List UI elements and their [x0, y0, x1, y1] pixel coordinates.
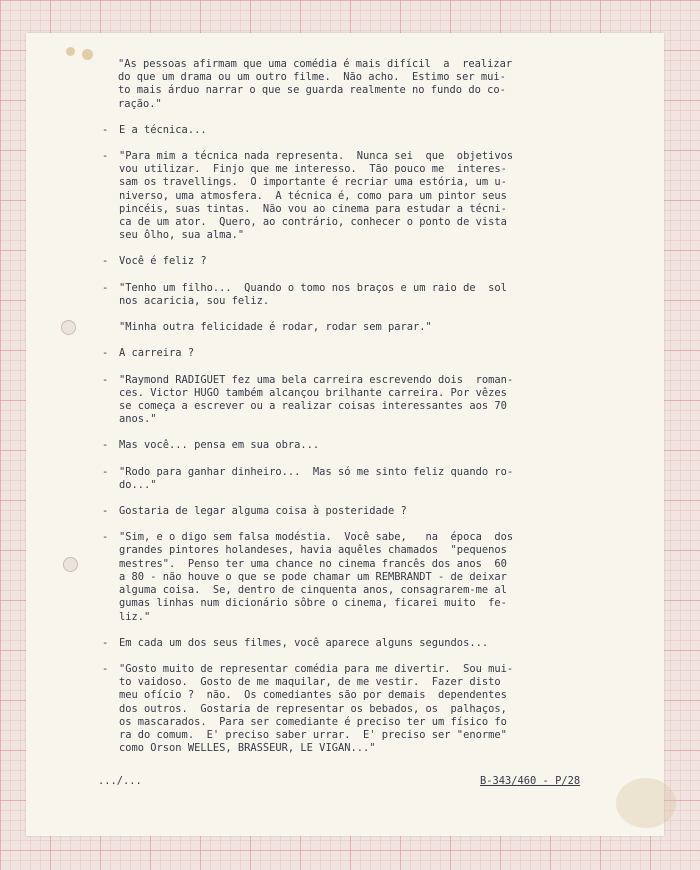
- dash-mark: -: [102, 465, 109, 478]
- text-line: to mais árduo narrar o que se guarda realmente no fundo do co-: [118, 84, 506, 97]
- text-line: "Sim, e o digo sem falsa modéstia. Você sabe, na época dos: [119, 531, 514, 544]
- text-line: dos outros. Gostaria de representar os bebados, os palhaços,: [119, 702, 507, 715]
- text-line: ração.": [118, 97, 162, 110]
- text-line: anos.": [119, 413, 157, 426]
- answer-text: [119, 663, 620, 755]
- text-line: do que um drama ou um outro filme. Não acho. Estimo ser mui-: [118, 71, 506, 84]
- text-line: se começa a escrever ou a realizar coisas interessantes aos 70: [119, 400, 507, 413]
- answer-text: [119, 531, 620, 623]
- text-line: "Minha outra felicidade é rodar, rodar sem parar.": [119, 321, 432, 334]
- dash-mark: -: [102, 373, 109, 386]
- text-line: "Para mim a técnica nada representa. Nunca sei que objetivos: [119, 150, 514, 163]
- dash-mark: -: [102, 636, 109, 649]
- answer-text: [119, 282, 620, 335]
- text-line: liz.": [119, 610, 151, 623]
- question-work: [102, 439, 620, 452]
- question-technique: [102, 124, 620, 137]
- question-legacy: [102, 505, 620, 518]
- dash-mark: -: [102, 505, 109, 518]
- answer-cameo: [102, 663, 620, 755]
- text-line: pincéis, suas tintas. Não vou ao cinema para estudar a técni-: [119, 202, 507, 215]
- text-line: ra do comum. E' preciso saber urrar. E' preciso ser "enorme": [119, 728, 507, 741]
- answer-text: [119, 466, 620, 492]
- punch-hole-bottom: [63, 557, 78, 572]
- text-line: sam os travellings. O importante é recriar uma estória, um u-: [119, 176, 507, 189]
- text-line: gumas linhas num dicionário sôbre o cinema, ficarei muito fe-: [119, 597, 507, 610]
- answer-legacy: [102, 531, 620, 623]
- dash-mark: -: [102, 439, 109, 452]
- text-line: "Rodo para ganhar dinheiro... Mas só me sinto feliz quando ro-: [119, 465, 514, 478]
- question-happy: [102, 255, 620, 268]
- answer-technique: [102, 150, 620, 242]
- text-line: niverso, uma atmosfera. A técnica é, como para um pintor seus: [119, 189, 507, 202]
- text-line: seu ôlho, sua alma.": [119, 229, 245, 242]
- text-line: ca de um ator. Quero, ao contrário, conhecer o ponto de vista: [119, 216, 507, 229]
- question-text: Você é feliz ?: [119, 255, 207, 268]
- text-line: "Tenho um filho... Quando o tomo nos braços e um raio de sol: [119, 281, 507, 294]
- question-cameo: [102, 637, 620, 650]
- question-text: A carreira ?: [119, 347, 195, 360]
- question-text: Mas você... pensa em sua obra...: [119, 439, 320, 452]
- text-line: "Raymond RADIGUET fez uma bela carreira escrevendo dois roman-: [119, 373, 514, 386]
- text-line: mestres". Penso ter uma chance no cinema francês dos anos 60: [119, 557, 507, 570]
- dash-mark: -: [102, 347, 109, 360]
- page-reference: B-343/460 - P/28: [480, 775, 581, 787]
- question-career: [102, 347, 620, 360]
- answer-text: [119, 374, 620, 427]
- text-line: meu ofício ? não. Os comediantes são por demais dependentes: [119, 689, 507, 702]
- water-stain: [616, 778, 676, 828]
- punch-hole-top: [61, 320, 76, 335]
- text-line: "As pessoas afirmam que uma comédia é mais difícil a realizar: [118, 58, 513, 70]
- text-line: como Orson WELLES, BRASSEUR, LE VIGAN...": [119, 742, 376, 755]
- dash-mark: -: [102, 123, 109, 136]
- document-body: [80, 58, 620, 768]
- text-line: ces. Victor HUGO também alcançou brilhante carreira. Por vêzes: [119, 386, 507, 399]
- text-line: to vaidoso. Gosto de me maquilar, de me vestir. Fazer disto: [119, 676, 501, 689]
- answer-happy: [102, 282, 620, 335]
- dash-mark: -: [102, 531, 109, 544]
- text-line: vou utilizar. Finjo que me interesso. Tão pouco me interes-: [119, 163, 507, 176]
- dash-mark: -: [102, 255, 109, 268]
- answer-work: [102, 466, 620, 492]
- intro-quote: [80, 58, 620, 111]
- dash-mark: -: [102, 662, 109, 675]
- question-text: Em cada um dos seus filmes, você aparece alguns segundos...: [119, 636, 489, 649]
- answer-career: [102, 374, 620, 427]
- dash-mark: -: [102, 281, 109, 294]
- text-line: grandes pintores holandeses, havia aquêles chamados "pequenos: [119, 544, 507, 557]
- text-line: "Gosto muito de representar comédia para me divertir. Sou mui-: [119, 662, 514, 675]
- text-line: os mascarados. Para ser comediante é preciso ter um físico fo: [119, 715, 507, 728]
- text-line: alguma coisa. Se, dentro de cinquenta anos, consagrarem-me al: [119, 584, 507, 597]
- rust-stain-1: [66, 47, 75, 56]
- answer-text: [119, 150, 620, 242]
- continuation-mark: .../...: [98, 775, 142, 787]
- dash-mark: -: [102, 150, 109, 163]
- question-text: Gostaria de legar alguma coisa à posteridade ?: [119, 505, 407, 518]
- text-line: a 80 - não houve o que se pode chamar um REMBRANDT - de deixar: [119, 570, 507, 583]
- spacer-line: [119, 308, 620, 321]
- question-text: E a técnica...: [119, 123, 207, 136]
- text-line: nos acaricia, sou feliz.: [119, 294, 270, 307]
- text-line: do...": [119, 478, 157, 491]
